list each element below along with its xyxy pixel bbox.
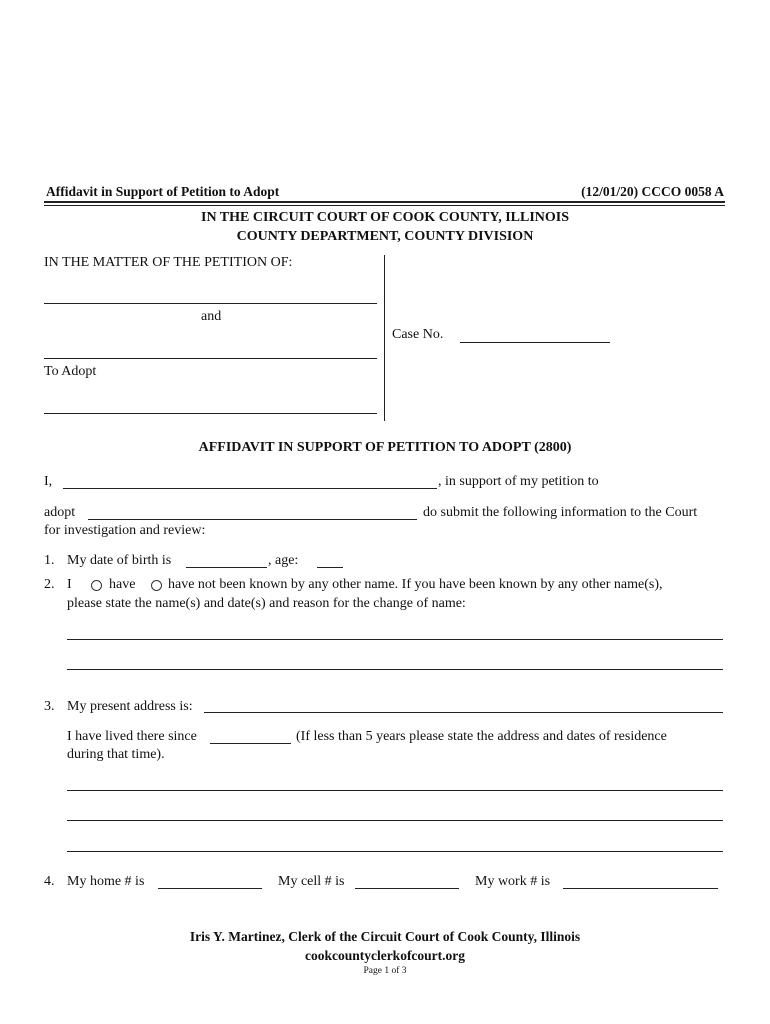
- petitioner-field[interactable]: [44, 287, 377, 304]
- address-field[interactable]: [204, 696, 723, 713]
- cell-phone-field[interactable]: [355, 872, 459, 889]
- other-names-line-2[interactable]: [67, 653, 723, 670]
- in-support-text: , in support of my petition to: [438, 474, 599, 489]
- q4-number: 4.: [44, 874, 55, 889]
- home-phone-label: My home # is: [67, 874, 145, 889]
- home-phone-field[interactable]: [158, 872, 262, 889]
- clerk-name: Iris Y. Martinez, Clerk of the Circuit Court of Cook County, Illinois: [189, 929, 581, 944]
- lived-note: (If less than 5 years please state the address and dates of residence: [296, 729, 667, 744]
- page-number: Page 1 of 3: [363, 966, 407, 976]
- and-label: and: [201, 309, 222, 324]
- have-label: have: [109, 577, 136, 592]
- q3-number: 3.: [44, 699, 55, 714]
- have-not-radio[interactable]: [151, 580, 162, 591]
- residence-line-3[interactable]: [67, 835, 723, 852]
- address-label: My present address is:: [67, 699, 193, 714]
- submit-text: do submit the following information to the Court: [423, 505, 698, 520]
- q2-i-label: I: [67, 577, 72, 592]
- age-field[interactable]: [317, 551, 343, 568]
- affidavit-title: AFFIDAVIT IN SUPPORT OF PETITION TO ADOPT (2800): [198, 440, 572, 455]
- work-phone-label: My work # is: [475, 874, 551, 889]
- affiant-name-field[interactable]: [63, 472, 437, 489]
- form-title: Affidavit in Support of Petition to Adopt: [46, 184, 280, 199]
- header-rule-thick: [44, 201, 725, 203]
- i-label: I,: [44, 474, 53, 489]
- dob-label: My date of birth is: [67, 553, 172, 568]
- court-name: IN THE CIRCUIT COURT OF COOK COUNTY, ILLINOIS: [201, 210, 569, 225]
- case-number-field[interactable]: [460, 326, 610, 343]
- residence-line-2[interactable]: [67, 804, 723, 821]
- co-petitioner-field[interactable]: [44, 342, 377, 359]
- caption-divider: [384, 255, 385, 421]
- other-names-line-1[interactable]: [67, 623, 723, 640]
- dob-field[interactable]: [186, 551, 267, 568]
- adoptee-field[interactable]: [44, 397, 377, 414]
- matter-label: IN THE MATTER OF THE PETITION OF:: [44, 255, 293, 270]
- work-phone-field[interactable]: [563, 872, 718, 889]
- form-code: (12/01/20) CCCO 0058 A: [581, 184, 724, 199]
- q2-number: 2.: [44, 577, 55, 592]
- clerk-website: cookcountyclerkofcourt.org: [304, 948, 466, 963]
- q2-instruction: please state the name(s) and date(s) and reason for the change of name:: [67, 596, 466, 611]
- cell-phone-label: My cell # is: [278, 874, 345, 889]
- have-radio[interactable]: [91, 580, 102, 591]
- case-no-label: Case No.: [392, 327, 444, 342]
- lived-label: I have lived there since: [67, 729, 197, 744]
- court-department: COUNTY DEPARTMENT, COUNTY DIVISION: [236, 229, 534, 244]
- adopt-label: adopt: [44, 505, 76, 520]
- lived-note-2: during that time).: [67, 747, 165, 762]
- investigation-text: for investigation and review:: [44, 523, 206, 538]
- to-adopt-label: To Adopt: [44, 364, 97, 379]
- lived-since-field[interactable]: [210, 727, 291, 744]
- have-not-label: have not been known by any other name. If you have been known by any other name(s),: [168, 577, 663, 592]
- age-label: , age:: [268, 553, 299, 568]
- q1-number: 1.: [44, 553, 55, 568]
- residence-line-1[interactable]: [67, 774, 723, 791]
- adopt-name-field[interactable]: [88, 503, 417, 520]
- header-rule-thin: [44, 205, 725, 206]
